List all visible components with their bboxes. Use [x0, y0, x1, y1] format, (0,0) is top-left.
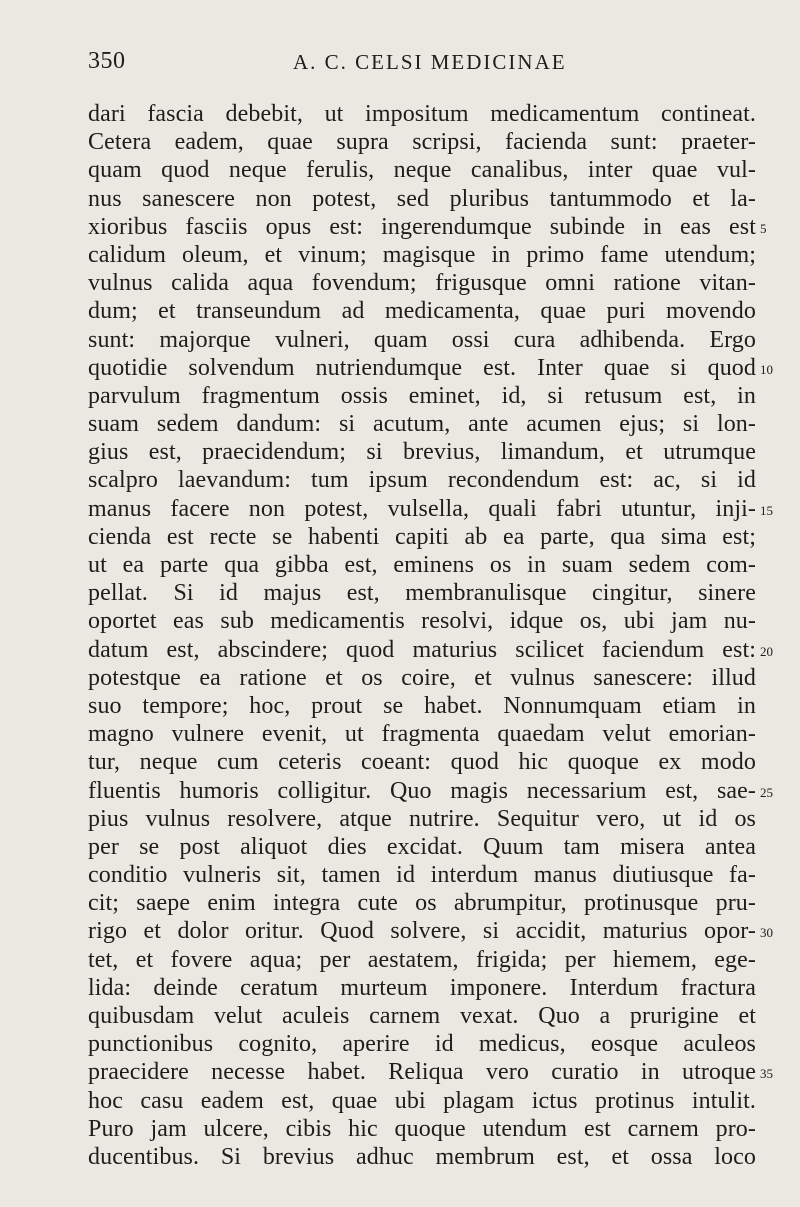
- page-header: [88, 48, 754, 84]
- text-line: [88, 410, 756, 438]
- text-line: [88, 974, 756, 1002]
- text-line: [88, 523, 756, 551]
- text-line: [88, 861, 756, 889]
- line-text: nus sanescere non potest, sed pluribus tantummodo et la-: [88, 185, 756, 212]
- line-text: cit; saepe enim integra cute os abrumpitur, protinusque pru-: [88, 890, 756, 917]
- text-line: [88, 917, 773, 945]
- line-text: tur, neque cum ceteris coeant: quod hic quoque ex modo: [88, 749, 756, 776]
- line-text: scalpro laevandum: tum ipsum recondendum est: ac, si id: [88, 467, 756, 494]
- line-text: xioribus fasciis opus est: ingerendumque subinde in eas est: [88, 213, 756, 240]
- line-text: gius est, praecidendum; si brevius, limandum, et utrumque: [88, 439, 756, 466]
- line-text: dum; et transeundum ad medicamenta, quae puri movendo: [88, 298, 756, 325]
- line-text: quibusdam velut aculeis carnem vexat. Quo a prurigine et: [88, 1003, 756, 1029]
- page-number: 350: [88, 48, 126, 74]
- line-number: 15: [760, 502, 773, 518]
- text-line: [88, 1002, 756, 1030]
- line-text: per se post aliquot dies excidat. Quum tam misera antea: [88, 833, 756, 860]
- line-text: ut ea parte qua gibba est, eminens os in suam sedem com-: [88, 552, 756, 578]
- line-text: Puro jam ulcere, cibis hic quoque utendum est carnem pro-: [88, 1115, 756, 1142]
- line-text: pius vulnus resolvere, atque nutrire. Sequitur vero, ut id os: [88, 805, 756, 832]
- line-text: potestque ea ratione et os coire, et vulnus sanescere: illud: [88, 664, 756, 691]
- text-line: [88, 805, 756, 833]
- text-line: [88, 297, 756, 325]
- text-line: [88, 720, 756, 748]
- line-text: magno vulnere evenit, ut fragmenta quaedam velut emorian-: [88, 721, 756, 748]
- line-text: ducentibus. Si brevius adhuc membrum est, et ossa loco: [88, 1143, 756, 1170]
- line-text: fluentis humoris colligitur. Quo magis necessarium est, sae-: [88, 777, 756, 804]
- line-number: 10: [760, 361, 773, 377]
- line-text: punctionibus cognito, aperire id medicus, eosque aculeos: [88, 1031, 756, 1058]
- text-line: [88, 128, 756, 156]
- text-line: [88, 269, 756, 297]
- line-text: calidum oleum, et vinum; magisque in primo fame utendum;: [88, 241, 756, 268]
- body-text: [88, 100, 773, 1171]
- line-text: manus facere non potest, vulsella, quali fabri utuntur, inji-: [88, 495, 756, 522]
- text-line: [88, 777, 773, 805]
- line-text: quam quod neque ferulis, neque canalibus, inter quae vul-: [88, 157, 756, 184]
- text-line: [88, 946, 756, 974]
- text-line: [88, 354, 773, 382]
- line-text: oportet eas sub medicamentis resolvi, idque os, ubi jam nu-: [88, 608, 756, 635]
- text-line: [88, 748, 756, 776]
- text-line: [88, 551, 756, 579]
- line-text: parvulum fragmentum ossis eminet, id, si retusum est, in: [88, 382, 756, 409]
- line-text: datum est, abscindere; quod maturius scilicet faciendum est:: [88, 636, 756, 663]
- line-text: tet, et fovere aqua; per aestatem, frigida; per hiemem, ege-: [88, 946, 756, 973]
- line-number: 5: [760, 220, 767, 236]
- line-number: 30: [760, 925, 773, 941]
- text-line: [88, 185, 756, 213]
- text-line: [88, 438, 756, 466]
- running-head: A. C. CELSI MEDICINAE: [293, 50, 567, 74]
- text-line: [88, 495, 773, 523]
- line-text: rigo et dolor oritur. Quod solvere, si accidit, maturius opor-: [88, 918, 756, 945]
- text-line: [88, 156, 756, 184]
- line-number: 20: [760, 643, 773, 659]
- line-text: vulnus calida aqua fovendum; frigusque omni ratione vitan-: [88, 270, 756, 297]
- text-line: [88, 1087, 756, 1115]
- line-text: suam sedem dandum: si acutum, ante acumen ejus; si lon-: [88, 411, 756, 438]
- line-text: praecidere necesse habet. Reliqua vero curatio in utroque: [88, 1059, 756, 1086]
- text-line: [88, 466, 756, 494]
- text-line: [88, 1058, 773, 1086]
- text-line: [88, 579, 756, 607]
- line-text: cienda est recte se habenti capiti ab ea parte, qua sima est;: [88, 523, 756, 550]
- line-text: sunt: majorque vulneri, quam ossi cura adhibenda. Ergo: [88, 326, 756, 353]
- text-line: [88, 889, 756, 917]
- line-text: Cetera eadem, quae supra scripsi, facienda sunt: praeter-: [88, 129, 756, 156]
- text-line: [88, 1030, 756, 1058]
- line-text: hoc casu eadem est, quae ubi plagam ictus protinus intulit.: [88, 1087, 756, 1114]
- text-line: [88, 326, 756, 354]
- line-text: conditio vulneris sit, tamen id interdum manus diutiusque fa-: [88, 862, 756, 889]
- line-text: lida: deinde ceratum murteum imponere. Interdum fractura: [88, 974, 756, 1001]
- line-number: 25: [760, 784, 773, 800]
- text-line: [88, 382, 756, 410]
- line-number: 35: [760, 1066, 773, 1082]
- text-line: [88, 607, 756, 635]
- text-line: [88, 1143, 756, 1171]
- text-line: [88, 1115, 756, 1143]
- text-line: [88, 636, 773, 664]
- text-line: [88, 692, 756, 720]
- line-text: dari fascia debebit, ut impositum medicamentum contineat.: [88, 101, 756, 127]
- text-line: [88, 100, 756, 128]
- text-line: [88, 241, 756, 269]
- text-line: [88, 833, 756, 861]
- line-text: pellat. Si id majus est, membranulisque cingitur, sinere: [88, 580, 756, 607]
- line-text: quotidie solvendum nutriendumque est. Inter quae si quod: [88, 354, 756, 381]
- text-line: [88, 213, 767, 241]
- text-line: [88, 664, 756, 692]
- line-text: suo tempore; hoc, prout se habet. Nonnumquam etiam in: [88, 692, 756, 719]
